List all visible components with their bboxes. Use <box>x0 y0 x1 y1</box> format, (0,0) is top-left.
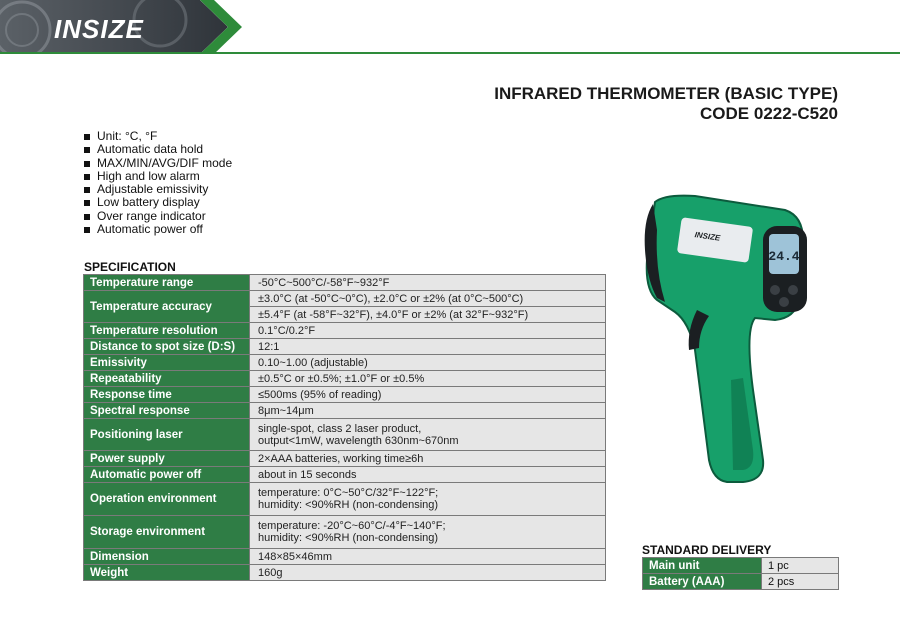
spec-value: 0.10~1.00 (adjustable) <box>250 355 606 371</box>
table-row <box>84 516 606 549</box>
delivery-value: 1 pc <box>762 558 839 574</box>
spec-value: ±3.0°C (at -50°C~0°C), ±2.0°C or ±2% (at 0°C~500°C) <box>250 291 606 307</box>
product-title <box>494 84 838 124</box>
spec-label: Positioning laser <box>84 419 250 451</box>
table-row <box>84 387 606 403</box>
spec-value: 12:1 <box>250 339 606 355</box>
feature-item: Over range indicator <box>84 210 232 223</box>
feature-item: Low battery display <box>84 196 232 209</box>
table-row <box>84 371 606 387</box>
spec-label: Power supply <box>84 451 250 467</box>
spec-label: Repeatability <box>84 371 250 387</box>
table-row <box>84 323 606 339</box>
spec-label: Dimension <box>84 549 250 565</box>
feature-item: Automatic power off <box>84 223 232 236</box>
spec-label: Temperature range <box>84 275 250 291</box>
table-row <box>84 291 606 307</box>
specification-table <box>83 274 606 581</box>
spec-value: 2×AAA batteries, working time≥6h <box>250 451 606 467</box>
feature-item: MAX/MIN/AVG/DIF mode <box>84 157 232 170</box>
feature-item: High and low alarm <box>84 170 232 183</box>
product-code: CODE 0222-C520 <box>700 104 838 123</box>
feature-item: Adjustable emissivity <box>84 183 232 196</box>
spec-value: 160g <box>250 565 606 581</box>
table-row <box>84 451 606 467</box>
spec-value <box>250 516 606 549</box>
header-rule <box>0 52 900 54</box>
spec-label: Response time <box>84 387 250 403</box>
spec-label: Temperature accuracy <box>84 291 250 323</box>
spec-value: 8μm~14μm <box>250 403 606 419</box>
standard-delivery-table <box>642 557 839 590</box>
spec-value: ±0.5°C or ±0.5%; ±1.0°F or ±0.5% <box>250 371 606 387</box>
spec-value: 0.1°C/0.2°F <box>250 323 606 339</box>
delivery-label: Main unit <box>643 558 762 574</box>
spec-value: ±5.4°F (at -58°F~32°F), ±4.0°F or ±2% (at 32°F~932°F) <box>250 307 606 323</box>
feature-item: Automatic data hold <box>84 143 232 156</box>
table-row <box>84 355 606 371</box>
table-row <box>84 339 606 355</box>
spec-value-line: humidity: <90%RH (non-condensing) <box>258 499 439 511</box>
spec-value-line: output<1mW, wavelength 630nm~670nm <box>258 434 459 447</box>
spec-value <box>250 483 606 516</box>
spec-label: Temperature resolution <box>84 323 250 339</box>
display-reading: 24.4 <box>768 249 800 264</box>
table-row <box>84 549 606 565</box>
spec-label: Operation environment <box>84 483 250 516</box>
spec-value-line: single-spot, class 2 laser product, <box>258 422 422 435</box>
delivery-label: Battery (AAA) <box>643 574 762 590</box>
brand-logo <box>54 14 144 45</box>
delivery-value: 2 pcs <box>762 574 839 590</box>
spec-label: Automatic power off <box>84 467 250 483</box>
spec-value: ≤500ms (95% of reading) <box>250 387 606 403</box>
spec-label: Spectral response <box>84 403 250 419</box>
product-name: INFRARED THERMOMETER (BASIC TYPE) <box>494 84 838 103</box>
specification-heading: SPECIFICATION <box>84 260 176 274</box>
spec-label: Storage environment <box>84 516 250 549</box>
spec-value: -50°C~500°C/-58°F~932°F <box>250 275 606 291</box>
table-row <box>643 574 839 590</box>
feature-list <box>84 130 232 236</box>
thermometer-product-image <box>635 190 815 490</box>
product-brand-label: INSIZE <box>694 230 721 243</box>
spec-value-line: temperature: -20°C~60°C/-4°F~140°F; <box>258 520 446 532</box>
spec-value: about in 15 seconds <box>250 467 606 483</box>
table-row <box>84 483 606 516</box>
table-row <box>84 419 606 451</box>
table-row <box>84 403 606 419</box>
spec-value <box>250 419 606 451</box>
table-row <box>84 565 606 581</box>
spec-value-line: humidity: <90%RH (non-condensing) <box>258 532 439 544</box>
spec-label: Emissivity <box>84 355 250 371</box>
spec-value-line: temperature: 0°C~50°C/32°F~122°F; <box>258 487 439 499</box>
table-row <box>84 275 606 291</box>
spec-label: Weight <box>84 565 250 581</box>
table-row <box>84 467 606 483</box>
spec-value: 148×85×46mm <box>250 549 606 565</box>
standard-delivery-heading: STANDARD DELIVERY <box>642 543 772 557</box>
brand-logo-text: INSIZE <box>54 14 144 44</box>
feature-item: Unit: °C, °F <box>84 130 232 143</box>
table-row <box>643 558 839 574</box>
spec-label: Distance to spot size (D:S) <box>84 339 250 355</box>
